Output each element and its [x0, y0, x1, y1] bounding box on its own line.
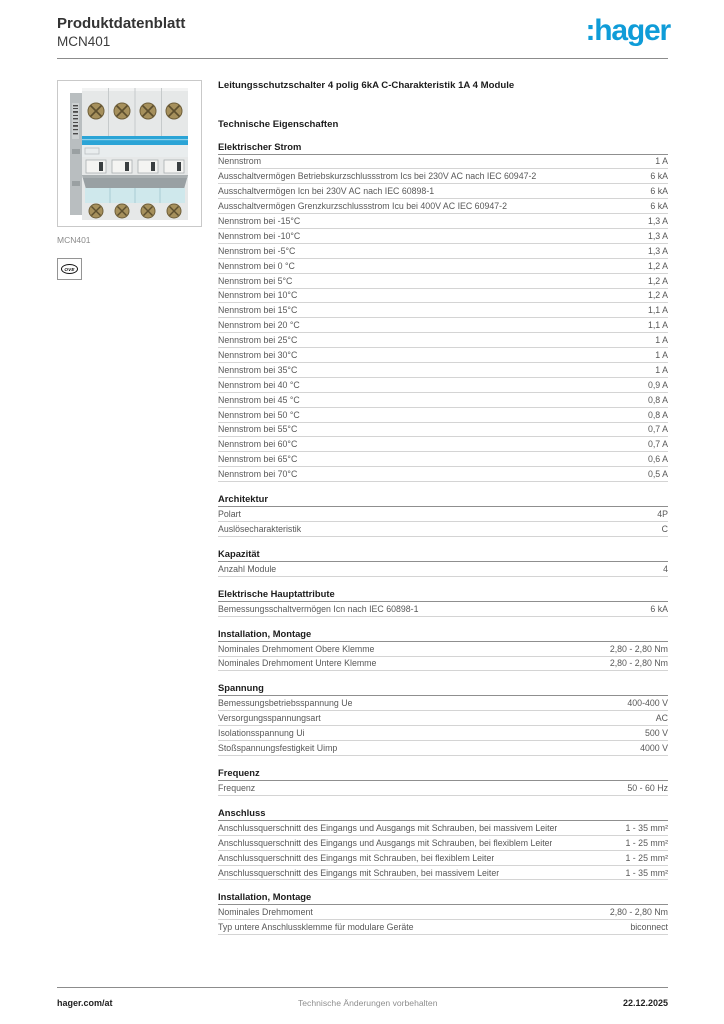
product-image-caption: MCN401 [57, 235, 91, 245]
hager-logo: :hager [585, 14, 670, 47]
spec-label: Nennstrom bei 40 °C [218, 379, 300, 390]
spec-value: 6 kA [650, 171, 668, 182]
spec-value: 1,2 A [647, 290, 668, 301]
spec-row [218, 866, 668, 881]
spec-row [218, 199, 668, 214]
spec-value: 1 - 25 mm² [625, 852, 668, 863]
spec-value: 1,3 A [647, 216, 668, 226]
specs-heading: Technische Eigenschaften [218, 118, 339, 130]
spec-row [218, 229, 668, 244]
spec-section-title: Architektur [218, 493, 668, 507]
spec-section [218, 767, 668, 796]
document-type: Produktdatenblatt [57, 15, 186, 32]
product-sidebar [57, 80, 202, 280]
spec-value: 6 kA [650, 186, 668, 197]
spec-row [218, 155, 668, 170]
spec-value: 2,80 - 2,80 Nm [609, 907, 668, 918]
spec-value: AC [655, 713, 668, 724]
spec-label: Ausschaltvermögen Betriebskurzschlussstrom Ics bei 230V AC nach IEC 60947-2 [218, 171, 537, 182]
spec-row [218, 289, 668, 304]
spec-label: Anschlussquerschnitt des Eingangs und Ausgangs mit Schrauben, bei massivem Leiter [218, 822, 558, 833]
spec-label: Anschlussquerschnitt des Eingangs mit Schrauben, bei massivem Leiter [218, 867, 500, 878]
spec-value: 1,3 A [647, 230, 668, 241]
spec-value: 50 - 60 Hz [627, 782, 668, 793]
spec-section-rows [218, 821, 668, 881]
spec-label: Versorgungsspannungsart [218, 713, 321, 724]
spec-label: Nennstrom bei 55°C [218, 424, 298, 435]
spec-label: Nennstrom [218, 156, 262, 167]
spec-section-title: Kapazität [218, 548, 668, 562]
spec-value: 0,6 A [647, 454, 668, 465]
spec-main [218, 80, 668, 935]
spec-label: Nominales Drehmoment Untere Klemme [218, 658, 377, 669]
spec-label: Nennstrom bei 50 °C [218, 409, 300, 420]
spec-section [218, 493, 668, 537]
ove-oval-logo: OVE [61, 264, 78, 274]
spec-row [218, 348, 668, 363]
spec-section-rows [218, 905, 668, 935]
spec-row [218, 393, 668, 408]
page-header [0, 0, 724, 49]
spec-section-title: Installation, Montage [218, 628, 668, 642]
spec-label: Nennstrom bei 10°C [218, 290, 298, 301]
spec-label: Nennstrom bei 65°C [218, 454, 298, 465]
product-title: Leitungsschutzschalter 4 polig 6kA C-Charakteristik 1A 4 Module [218, 80, 515, 91]
footer-notice: Technische Änderungen vorbehalten [297, 998, 438, 1008]
spec-row [218, 274, 668, 289]
spec-label: Anschlussquerschnitt des Eingangs mit Schrauben, bei flexiblem Leiter [218, 852, 495, 863]
spec-label: Nennstrom bei 25°C [218, 335, 298, 346]
footer-row [57, 998, 668, 1008]
spec-value: 4P [657, 509, 668, 520]
spec-value: 2,80 - 2,80 Nm [609, 643, 668, 654]
spec-label: Anzahl Module [218, 563, 277, 574]
spec-label: Bemessungsschaltvermögen Icn nach IEC 60898-1 [218, 603, 419, 614]
spec-section-rows [218, 781, 668, 796]
footer-date: 22.12.2025 [622, 998, 668, 1008]
spec-section-title: Elektrische Hauptattribute [218, 588, 668, 602]
spec-section-title: Installation, Montage [218, 891, 668, 905]
spec-value: 1,2 A [647, 260, 668, 271]
spec-row [218, 781, 668, 796]
spec-section-title: Frequenz [218, 767, 668, 781]
header-titles [57, 15, 185, 49]
spec-row [218, 378, 668, 393]
spec-row [218, 905, 668, 920]
spec-label: Nennstrom bei 15°C [218, 305, 298, 316]
spec-label: Ausschaltvermögen Grenzkurzschlussstrom Icu bei 400V AC IEC 60947-2 [218, 201, 507, 212]
spec-section-rows [218, 602, 668, 617]
spec-value: 1 - 25 mm² [625, 837, 668, 848]
spec-label: Nennstrom bei -5°C [218, 245, 296, 256]
spec-label: Nennstrom bei 5°C [218, 275, 293, 286]
spec-value: 500 V [645, 728, 668, 739]
spec-row [218, 920, 668, 935]
footer-divider [57, 987, 668, 988]
spec-row [218, 507, 668, 522]
spec-section-title: Anschluss [218, 807, 668, 821]
spec-label: Nennstrom bei 30°C [218, 350, 298, 361]
content [0, 59, 724, 935]
spec-row [218, 244, 668, 259]
spec-row [218, 214, 668, 229]
spec-value: 1,1 A [647, 320, 668, 331]
spec-section [218, 628, 668, 672]
spec-value: 0,9 A [647, 379, 668, 390]
spec-label: Nominales Drehmoment [218, 907, 313, 918]
spec-value: 400-400 V [627, 698, 668, 709]
spec-label: Nominales Drehmoment Obere Klemme [218, 643, 375, 654]
spec-section [218, 548, 668, 577]
spec-label: Auslösecharakteristik [218, 523, 302, 534]
spec-row [218, 696, 668, 711]
spec-row [218, 423, 668, 438]
spec-value: 6 kA [650, 603, 668, 614]
spec-row [218, 184, 668, 199]
spec-row [218, 657, 668, 672]
spec-label: Nennstrom bei 45 °C [218, 394, 300, 405]
spec-label: Nennstrom bei 20 °C [218, 320, 300, 331]
spec-row [218, 259, 668, 274]
spec-value: 1 A [655, 364, 668, 375]
spec-row [218, 333, 668, 348]
spec-label: Frequenz [218, 782, 256, 793]
spec-section [218, 682, 668, 756]
header-product-code: MCN401 [57, 34, 111, 49]
spec-row [218, 836, 668, 851]
spec-value: 1 - 35 mm² [625, 822, 668, 833]
spec-value: biconnect [630, 922, 668, 933]
spec-value: 0,5 A [647, 469, 668, 480]
spec-value: 1,1 A [647, 305, 668, 316]
spec-section-title: Spannung [218, 682, 668, 696]
spec-section [218, 807, 668, 881]
spec-row [218, 452, 668, 467]
spec-label: Anschlussquerschnitt des Eingangs und Ausgangs mit Schrauben, bei flexiblem Leiter [218, 837, 553, 848]
product-image [57, 80, 202, 227]
spec-section [218, 141, 668, 483]
spec-label: Nennstrom bei 60°C [218, 439, 298, 450]
spec-row [218, 562, 668, 577]
spec-row [218, 821, 668, 836]
spec-section-rows [218, 562, 668, 577]
spec-value: 4000 V [640, 743, 668, 754]
spec-row [218, 602, 668, 617]
spec-row [218, 522, 668, 537]
spec-sections [218, 141, 668, 936]
spec-label: Nennstrom bei 0 °C [218, 260, 295, 271]
spec-label: Stoßspannungsfestigkeit Uimp [218, 743, 338, 754]
spec-row [218, 726, 668, 741]
spec-value: 6 kA [650, 201, 668, 212]
spec-label: Nennstrom bei 35°C [218, 364, 298, 375]
spec-section-rows [218, 155, 668, 483]
spec-row [218, 851, 668, 866]
spec-value: 4 [663, 563, 668, 574]
page-footer [57, 987, 668, 1008]
spec-value: C [661, 523, 668, 534]
spec-section [218, 891, 668, 935]
spec-label: Ausschaltvermögen Icn bei 230V AC nach IEC 60898-1 [218, 186, 435, 197]
spec-section-title: Elektrischer Strom [218, 141, 668, 155]
spec-row [218, 711, 668, 726]
spec-value: 1 A [655, 156, 668, 167]
spec-value: 0,8 A [647, 394, 668, 405]
spec-label: Polart [218, 509, 241, 520]
spec-label: Nennstrom bei -15°C [218, 216, 301, 226]
spec-section [218, 588, 668, 617]
spec-row [218, 303, 668, 318]
spec-value: 1,3 A [647, 245, 668, 256]
spec-value: 0,8 A [647, 409, 668, 420]
spec-label: Isolationsspannung Ui [218, 728, 305, 739]
spec-row [218, 408, 668, 423]
spec-label: Nennstrom bei 70°C [218, 469, 298, 480]
spec-row [218, 741, 668, 756]
ove-certification-icon [57, 258, 82, 280]
spec-row [218, 642, 668, 657]
spec-value: 2,80 - 2,80 Nm [609, 658, 668, 669]
spec-section-rows [218, 507, 668, 537]
spec-section-rows [218, 696, 668, 756]
spec-label: Typ untere Anschlussklemme für modulare Geräte [218, 922, 414, 933]
spec-value: 1,2 A [647, 275, 668, 286]
spec-value: 0,7 A [647, 424, 668, 435]
spec-row [218, 318, 668, 333]
spec-row [218, 363, 668, 378]
spec-label: Nennstrom bei -10°C [218, 230, 301, 241]
spec-value: 0,7 A [647, 439, 668, 450]
footer-website-link[interactable]: hager.com/at [57, 998, 113, 1008]
spec-value: 1 - 35 mm² [625, 867, 668, 878]
spec-value: 1 A [655, 335, 668, 346]
circuit-breaker-illustration [58, 81, 201, 226]
spec-section-rows [218, 642, 668, 672]
spec-row [218, 169, 668, 184]
spec-label: Bemessungsbetriebsspannung Ue [218, 698, 353, 709]
spec-value: 1 A [655, 350, 668, 361]
spec-row [218, 467, 668, 482]
spec-row [218, 437, 668, 452]
